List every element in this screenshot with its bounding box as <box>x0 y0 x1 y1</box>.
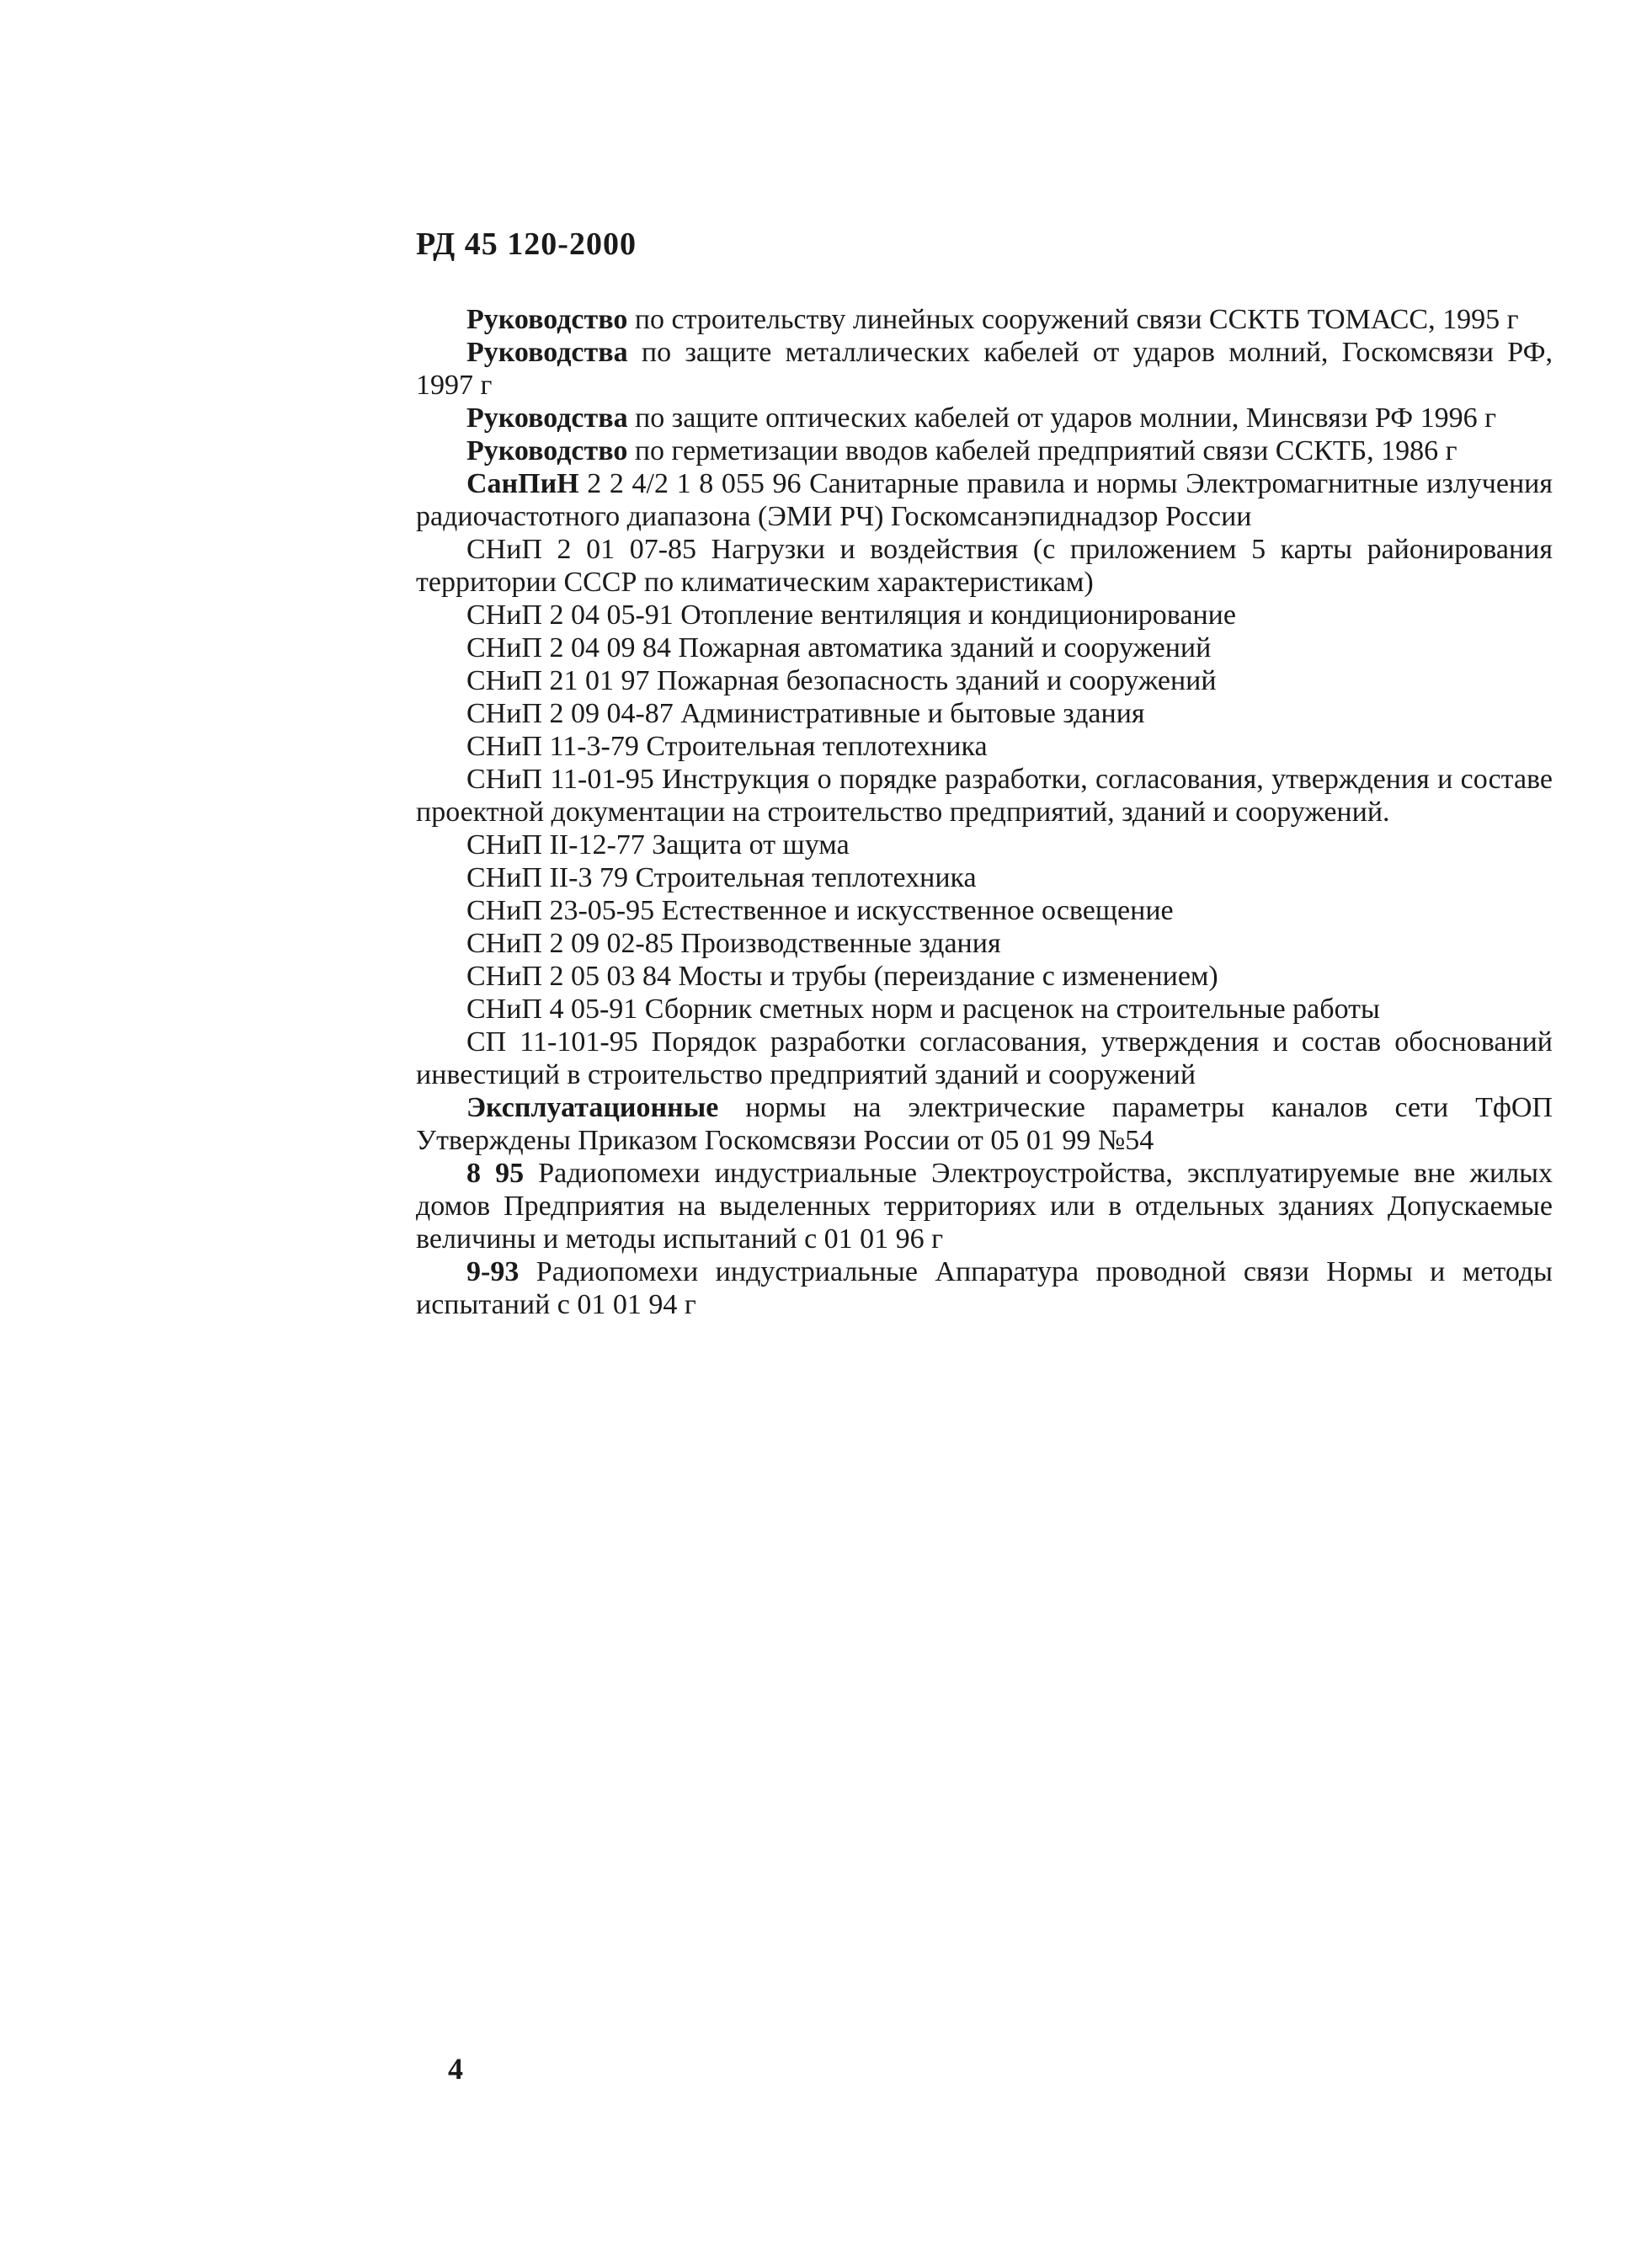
reference-entry <box>416 1091 1553 1157</box>
entry-head: СНиП <box>466 764 542 795</box>
entry-text: Радиопомехи индустриальные Электроустройства, эксплуатируемые вне жилых домов Предприятия на выделенных территориях или в отдельных зданиях Допускаемые величины и методы испытаний с 01 01 96 г <box>416 1158 1553 1255</box>
reference-entry <box>416 960 1553 993</box>
entry-head: 8 95 <box>466 1158 525 1189</box>
entry-head: СНиП <box>466 928 542 959</box>
entry-text: Радиопомехи индустриальные Аппаратура проводной связи Нормы и методы испытаний с 01 01 94 г <box>416 1256 1553 1320</box>
page-number: 4 <box>448 2052 463 2086</box>
entry-text: 2 01 07-85 Нагрузки и воздействия (с приложением 5 карты районирования территории СССР по климатическим характеристикам) <box>416 534 1553 598</box>
entry-head: СНиП <box>466 862 542 893</box>
entry-head: СНиП <box>466 961 542 992</box>
reference-entry <box>416 533 1553 599</box>
entry-head: СНиП <box>466 731 542 762</box>
entry-text: 23-05-95 Естественное и искусственное освещение <box>541 895 1174 926</box>
entry-head: СНиП <box>466 534 542 565</box>
reference-list <box>416 303 1553 1321</box>
entry-text: 4 05-91 Сборник сметных норм и расценок на строительные работы <box>541 994 1380 1025</box>
entry-head: СНиП <box>466 895 542 926</box>
entry-head: СНиП <box>466 665 542 696</box>
entry-head: Руководства <box>466 337 628 368</box>
entry-text: по герметизации вводов кабелей предприятий связи ССКТБ, 1986 г <box>627 435 1457 466</box>
entry-head: СП <box>466 1026 507 1058</box>
reference-entry <box>416 861 1553 894</box>
reference-entry <box>416 1255 1553 1321</box>
entry-text: 11-01-95 Инструкция о порядке разработки, согласования, утверждения и составе проектной документации на строительство предприятий, зданий и сооружений. <box>416 764 1553 828</box>
entry-text: по защите оптических кабелей от ударов молнии, Минсвязи РФ 1996 г <box>627 402 1497 434</box>
reference-entry <box>416 664 1553 697</box>
entry-head: СНиП <box>466 599 542 631</box>
entry-text: II-3 79 Строительная теплотехника <box>541 862 977 893</box>
entry-head: СНиП <box>466 829 542 861</box>
reference-entry <box>416 1157 1553 1255</box>
entry-text: 2 09 04-87 Административные и бытовые здания <box>541 698 1145 729</box>
entry-head: Руководство <box>466 435 628 466</box>
reference-entry <box>416 763 1553 829</box>
reference-entry <box>416 894 1553 927</box>
entry-head: 9-93 <box>466 1256 520 1287</box>
entry-head: Руководства <box>466 402 628 434</box>
entry-text: 2 04 09 84 Пожарная автоматика зданий и сооружений <box>541 632 1212 663</box>
reference-entry <box>416 599 1553 631</box>
reference-entry <box>416 829 1553 861</box>
reference-entry <box>416 927 1553 960</box>
entry-head: Эксплуатационные <box>466 1092 719 1123</box>
entry-head: СНиП <box>466 698 542 729</box>
entry-text: по строительству линейных сооружений связи ССКТБ ТОМАСС, 1995 г <box>627 304 1519 335</box>
reference-entry <box>416 303 1553 336</box>
entry-text: 11-101-95 Порядок разработки согласования, утверждения и состав обоснований инвестиций в строительство предприятий зданий и сооружений <box>416 1026 1553 1090</box>
reference-entry <box>416 467 1553 533</box>
entry-head: Руководство <box>466 304 628 335</box>
entry-head: СНиП <box>466 632 542 663</box>
reference-entry <box>416 402 1553 434</box>
entry-text: нормы на электрические параметры каналов сети ТфОП Утверждены Приказом Госкомсвязи России от 05 01 99 №54 <box>416 1092 1553 1156</box>
entry-text: 2 09 02-85 Производственные здания <box>541 928 1001 959</box>
entry-text: 2 2 4/2 1 8 055 96 Санитарные правила и нормы Электромагнитные излучения радиочастотного диапазона (ЭМИ РЧ) Госкомсанэпиднадзор России <box>416 468 1553 532</box>
entry-text: 2 04 05-91 Отопление вентиляция и кондиционирование <box>541 599 1236 631</box>
entry-text: по защите металлических кабелей от ударов молний, Госкомсвязи РФ, 1997 г <box>416 337 1553 401</box>
entry-text: II-12-77 Защита от шума <box>541 829 850 861</box>
reference-entry <box>416 730 1553 763</box>
entry-text: 2 05 03 84 Мосты и трубы (переиздание с изменением) <box>541 961 1218 992</box>
reference-entry <box>416 1026 1553 1091</box>
reference-entry <box>416 434 1553 467</box>
entry-text: 11-3-79 Строительная теплотехника <box>541 731 988 762</box>
reference-entry <box>416 697 1553 730</box>
reference-entry <box>416 993 1553 1026</box>
entry-text: 21 01 97 Пожарная безопасность зданий и сооружений <box>541 665 1217 696</box>
document-header: РД 45 120-2000 <box>416 226 637 262</box>
reference-entry <box>416 631 1553 664</box>
entry-head: СанПиН <box>466 468 579 499</box>
entry-head: СНиП <box>466 994 542 1025</box>
reference-entry <box>416 336 1553 402</box>
